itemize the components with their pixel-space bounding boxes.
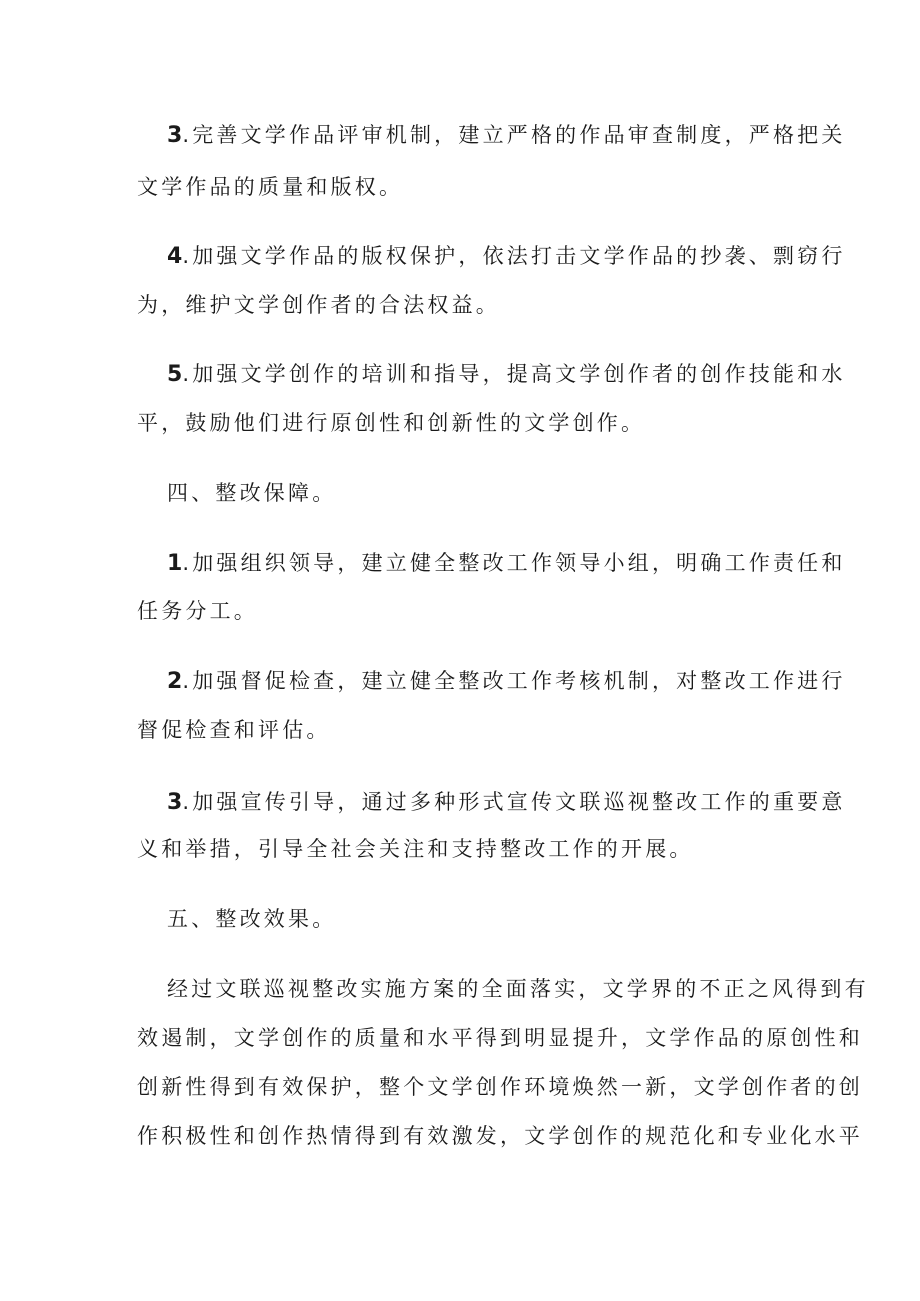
list-item-4-line-1 bbox=[167, 241, 846, 272]
paragraph-line-3: 创新性得到有效保护，整个文学创作环境焕然一新，文学创作者的创 bbox=[137, 1075, 863, 1099]
item-number: 1 bbox=[167, 551, 183, 576]
section4-item-1-line-1 bbox=[167, 548, 846, 579]
section4-item-3-line-1 bbox=[167, 787, 846, 818]
section4-item-2-line-1 bbox=[167, 666, 846, 697]
section-heading-4: 四、整改保障。 bbox=[167, 481, 337, 505]
section4-item-1-line-2: 任务分工。 bbox=[137, 599, 258, 623]
section4-item-3-line-2: 义和举措，引导全社会关注和支持整改工作的开展。 bbox=[137, 837, 694, 861]
item-text: .加强文学作品的版权保护，依法打击文学作品的抄袭、剽窃行 bbox=[182, 244, 846, 268]
item-text: .加强督促检查，建立健全整改工作考核机制，对整改工作进行 bbox=[182, 669, 846, 693]
list-item-3-line-2: 文学作品的质量和版权。 bbox=[137, 175, 404, 199]
item-text: .完善文学作品评审机制，建立严格的作品审查制度，严格把关 bbox=[182, 123, 846, 147]
list-item-3-line-1 bbox=[167, 120, 846, 151]
item-number: 5 bbox=[167, 362, 183, 387]
item-number: 2 bbox=[167, 669, 183, 694]
paragraph-line-4: 作积极性和创作热情得到有效激发，文学创作的规范化和专业化水平 bbox=[137, 1124, 863, 1148]
section-heading-5: 五、整改效果。 bbox=[167, 907, 337, 931]
item-number: 3 bbox=[167, 123, 183, 148]
list-item-5-line-1 bbox=[167, 359, 846, 390]
section4-item-2-line-2: 督促检查和评估。 bbox=[137, 718, 331, 742]
paragraph-line-1: 经过文联巡视整改实施方案的全面落实，文学界的不正之风得到有 bbox=[167, 977, 869, 1001]
item-number: 3 bbox=[167, 790, 183, 815]
item-text: .加强组织领导，建立健全整改工作领导小组，明确工作责任和 bbox=[182, 551, 846, 575]
paragraph-line-2: 效遏制，文学创作的质量和水平得到明显提升，文学作品的原创性和 bbox=[137, 1026, 863, 1050]
list-item-4-line-2: 为，维护文学创作者的合法权益。 bbox=[137, 293, 500, 317]
item-text: .加强文学创作的培训和指导，提高文学创作者的创作技能和水 bbox=[182, 362, 846, 386]
item-number: 4 bbox=[167, 244, 183, 269]
item-text: .加强宣传引导，通过多种形式宣传文联巡视整改工作的重要意 bbox=[182, 790, 846, 814]
list-item-5-line-2: 平，鼓励他们进行原创性和创新性的文学创作。 bbox=[137, 411, 646, 435]
